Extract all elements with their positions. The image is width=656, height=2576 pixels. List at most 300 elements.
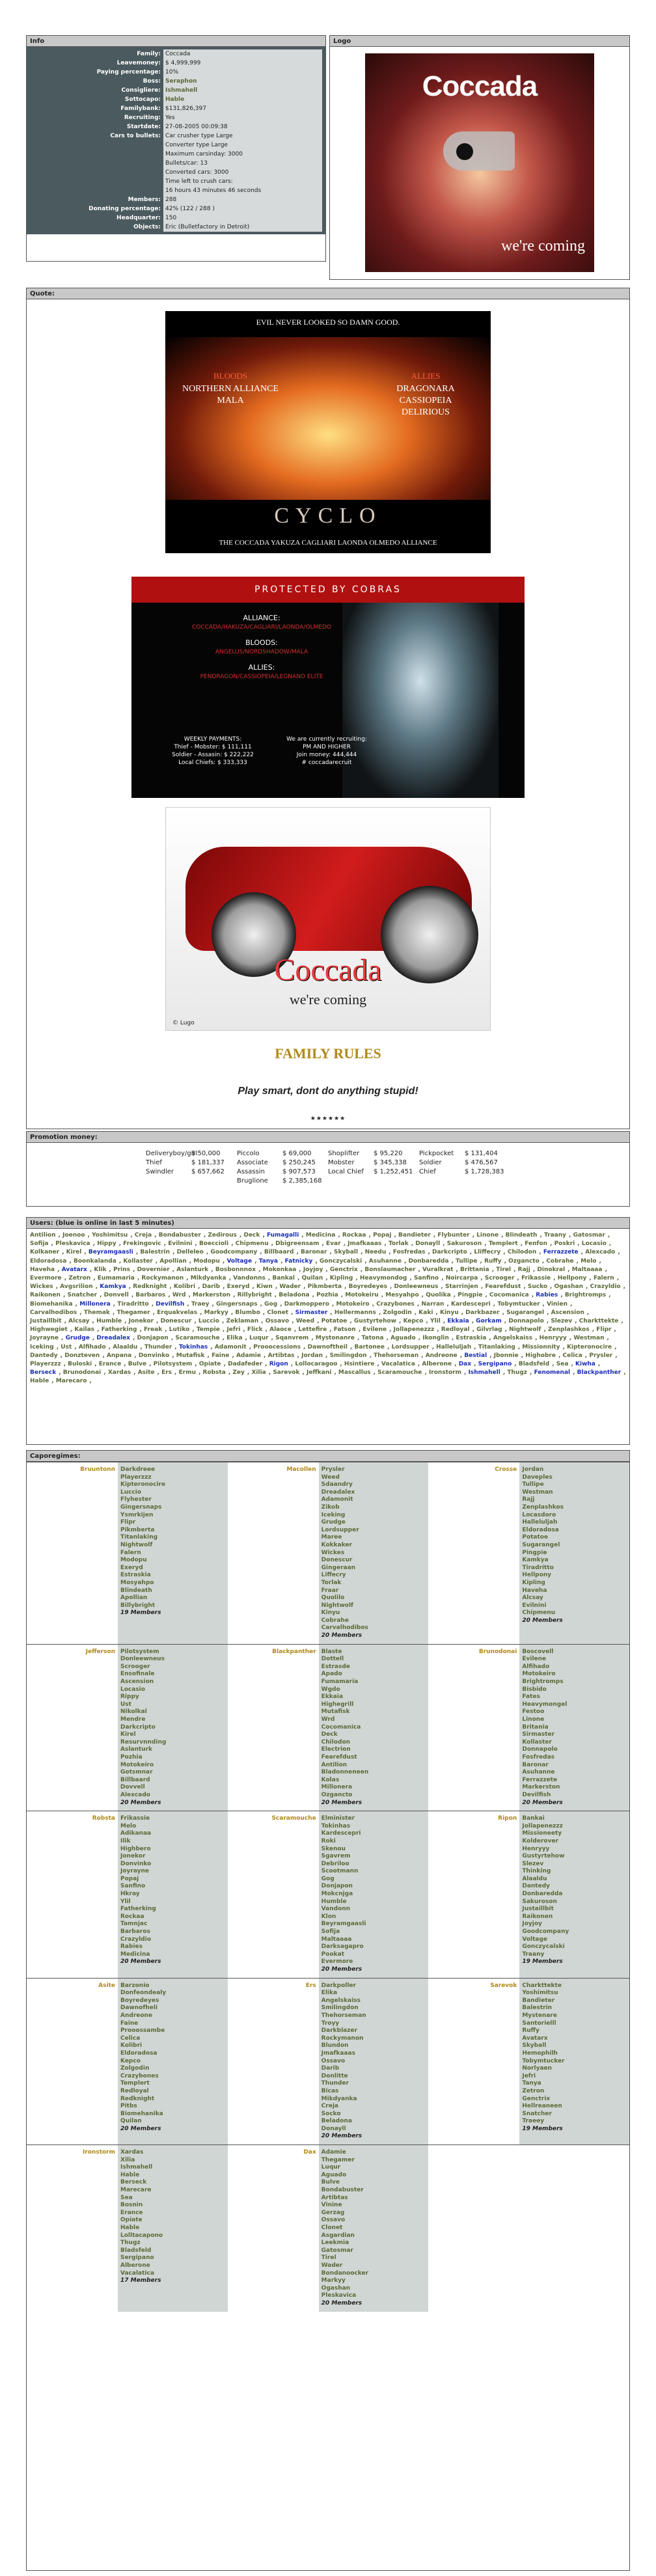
member-link[interactable]: Fumamaria bbox=[321, 1679, 359, 1686]
member-link[interactable]: Darkdreee bbox=[120, 1466, 156, 1473]
member-link[interactable]: Beyramgaasli bbox=[321, 1921, 366, 1928]
member-link[interactable]: Prooossambe bbox=[120, 2027, 165, 2035]
member-link[interactable]: Darib bbox=[321, 2065, 340, 2072]
member-link[interactable]: Mystenare bbox=[522, 2012, 557, 2019]
member-link[interactable]: Luccio bbox=[120, 1488, 142, 1496]
member-link[interactable]: Titanlaking bbox=[120, 1534, 158, 1541]
user-link[interactable]: Marecaro bbox=[55, 1378, 87, 1385]
member-link[interactable]: Billbaard bbox=[120, 1776, 150, 1783]
member-link[interactable]: Estraskia bbox=[120, 1572, 151, 1579]
user-link[interactable]: Markerston bbox=[193, 1292, 231, 1299]
user-link[interactable]: Darkmoppero bbox=[284, 1300, 329, 1308]
member-link[interactable]: Gotsmnar bbox=[120, 1769, 153, 1776]
user-link[interactable]: Themak bbox=[83, 1309, 110, 1316]
user-link[interactable]: Alexcado bbox=[585, 1249, 616, 1256]
user-link[interactable]: Scaramouche bbox=[175, 1335, 220, 1342]
user-link[interactable]: Evilnini bbox=[168, 1240, 193, 1248]
user-link[interactable]: Erquakvelas bbox=[157, 1309, 198, 1316]
member-link[interactable]: Halleluljah bbox=[522, 1519, 558, 1526]
member-link[interactable]: Alfihado bbox=[522, 1663, 550, 1670]
user-link[interactable]: Dovernier bbox=[137, 1266, 170, 1273]
user-link[interactable]: Kipteronocire bbox=[567, 1343, 612, 1350]
member-link[interactable]: Bladsfeld bbox=[120, 2247, 152, 2254]
member-link[interactable]: Wickes bbox=[321, 1549, 345, 1556]
user-link[interactable]: Delleleo bbox=[176, 1249, 204, 1256]
member-link[interactable]: Donvinko bbox=[120, 1860, 152, 1867]
user-link[interactable]: Zenplashkos bbox=[548, 1326, 590, 1334]
user-link[interactable]: Mesyahpo bbox=[385, 1292, 419, 1299]
member-link[interactable]: Zetron bbox=[522, 2087, 545, 2094]
member-link[interactable]: Tobymtucker bbox=[522, 2057, 565, 2064]
member-link[interactable]: Tamnjac bbox=[120, 1921, 148, 1928]
user-link[interactable]: Chipmenu bbox=[235, 1240, 269, 1248]
user-link[interactable]: Donvell bbox=[103, 1292, 129, 1299]
user-link[interactable]: Ironstorm bbox=[428, 1369, 461, 1377]
user-link[interactable]: Aguado bbox=[390, 1335, 416, 1342]
user-link[interactable]: Donleewneus bbox=[394, 1283, 439, 1291]
user-link[interactable]: Berseck bbox=[30, 1369, 57, 1377]
member-link[interactable]: Bandieter bbox=[522, 1997, 555, 2004]
user-link[interactable]: Tullipe bbox=[456, 1257, 478, 1265]
user-link[interactable]: Angelskaiss bbox=[493, 1335, 533, 1342]
member-link[interactable]: Rockymanon bbox=[321, 2035, 364, 2042]
user-link[interactable]: Raikonen bbox=[30, 1292, 61, 1299]
member-link[interactable]: Blundon bbox=[321, 2042, 349, 2049]
member-link[interactable]: Donleewneus bbox=[120, 1656, 165, 1663]
member-link[interactable]: Dottell bbox=[321, 1656, 344, 1663]
member-link[interactable]: Ruffy bbox=[522, 2027, 540, 2035]
user-link[interactable]: Klik bbox=[94, 1266, 107, 1273]
member-link[interactable]: Ogashan bbox=[321, 2284, 351, 2292]
member-link[interactable]: Heavymongel bbox=[522, 1701, 567, 1708]
member-link[interactable]: Faine bbox=[120, 2020, 139, 2027]
member-link[interactable]: Vinine bbox=[321, 2202, 342, 2209]
user-link[interactable]: Donvinko bbox=[138, 1352, 170, 1359]
user-link[interactable]: Highobre bbox=[525, 1352, 556, 1359]
member-link[interactable]: Boscovell bbox=[522, 1648, 554, 1655]
member-link[interactable]: Bondanoocker bbox=[321, 2269, 369, 2277]
member-link[interactable]: Fraar bbox=[321, 1587, 339, 1594]
user-link[interactable]: Zeklaman bbox=[226, 1318, 259, 1325]
member-link[interactable]: Resurvnnding bbox=[120, 1738, 167, 1746]
user-link[interactable]: Apollian bbox=[159, 1257, 187, 1265]
user-link[interactable]: Quolika bbox=[426, 1292, 451, 1299]
user-link[interactable]: Ferrazzete bbox=[543, 1249, 579, 1256]
user-link[interactable]: Narran bbox=[421, 1300, 444, 1308]
member-link[interactable]: Cobrahe bbox=[321, 1617, 349, 1624]
user-link[interactable]: Torlak bbox=[388, 1240, 409, 1248]
member-link[interactable]: Klon bbox=[321, 1913, 336, 1920]
member-link[interactable]: Jollapenezzz bbox=[522, 1822, 563, 1829]
user-link[interactable]: Grudge bbox=[65, 1335, 90, 1342]
member-link[interactable]: Deck bbox=[321, 1731, 338, 1738]
member-link[interactable]: Liffecry bbox=[321, 1572, 346, 1579]
member-link[interactable]: Hkray bbox=[120, 1891, 140, 1898]
user-link[interactable]: Dadafeder bbox=[228, 1361, 263, 1368]
user-link[interactable]: Baronar bbox=[301, 1249, 327, 1256]
member-link[interactable]: Marecare bbox=[120, 2187, 152, 2194]
user-link[interactable]: Alberone bbox=[422, 1361, 452, 1368]
user-link[interactable]: Starrinjen bbox=[445, 1283, 478, 1291]
member-link[interactable]: Boyredeyes bbox=[120, 1997, 159, 2004]
user-link[interactable]: Erance bbox=[98, 1361, 122, 1368]
member-link[interactable]: Zolgodin bbox=[120, 2065, 150, 2072]
member-link[interactable]: Dovvell bbox=[120, 1784, 145, 1791]
user-link[interactable]: Traey bbox=[191, 1300, 210, 1308]
user-link[interactable]: Fumagalli bbox=[266, 1232, 299, 1239]
user-link[interactable]: Lutiko bbox=[169, 1326, 190, 1334]
member-link[interactable]: Henryyy bbox=[522, 1845, 550, 1852]
user-link[interactable]: Justaillbit bbox=[30, 1318, 62, 1325]
user-link[interactable]: Faine bbox=[212, 1352, 230, 1359]
user-link[interactable]: Gog bbox=[264, 1300, 278, 1308]
member-link[interactable]: Fosfredas bbox=[522, 1753, 554, 1761]
member-link[interactable]: Vacalatica bbox=[120, 2269, 154, 2277]
user-link[interactable]: Needu bbox=[364, 1249, 387, 1256]
user-link[interactable]: Beladona bbox=[279, 1292, 310, 1299]
member-link[interactable]: Popaj bbox=[120, 1875, 139, 1882]
member-link[interactable]: Ferrazzete bbox=[522, 1776, 558, 1783]
user-link[interactable]: Robsta bbox=[202, 1369, 226, 1377]
member-link[interactable]: Gerzag bbox=[321, 2209, 345, 2216]
member-link[interactable]: Eldoradosa bbox=[522, 1526, 559, 1533]
user-link[interactable]: Deck bbox=[243, 1232, 260, 1239]
user-link[interactable]: Blumbo bbox=[235, 1309, 260, 1316]
member-link[interactable]: Barbaros bbox=[120, 1928, 150, 1936]
user-link[interactable]: Thunder bbox=[144, 1343, 172, 1350]
member-link[interactable]: Aguado bbox=[321, 2171, 347, 2178]
user-link[interactable]: Evermore bbox=[30, 1275, 62, 1282]
member-link[interactable]: Ylil bbox=[120, 1898, 131, 1905]
user-link[interactable]: Sucko bbox=[527, 1283, 548, 1291]
user-link[interactable]: Gonczycalski bbox=[319, 1257, 362, 1265]
member-link[interactable]: Tirel bbox=[321, 2254, 336, 2262]
user-link[interactable]: Potatoe bbox=[321, 1318, 348, 1325]
member-link[interactable]: Sea bbox=[120, 2194, 133, 2201]
member-link[interactable]: Kokkaker bbox=[321, 1541, 353, 1548]
member-link[interactable]: Dantedy bbox=[522, 1883, 551, 1890]
user-link[interactable]: Humble bbox=[96, 1318, 122, 1325]
member-link[interactable]: Bondabuster bbox=[321, 2187, 364, 2194]
user-link[interactable]: Gorkam bbox=[476, 1318, 502, 1325]
user-link[interactable]: Mutafisk bbox=[176, 1352, 205, 1359]
capo-boss[interactable]: Robsta bbox=[92, 1815, 115, 1822]
member-link[interactable]: Thinking bbox=[522, 1868, 551, 1875]
user-link[interactable]: Wader bbox=[279, 1283, 301, 1291]
user-link[interactable]: Anpana bbox=[106, 1352, 132, 1359]
user-link[interactable]: Creja bbox=[134, 1232, 152, 1239]
member-link[interactable]: Fearefdust bbox=[321, 1753, 357, 1761]
member-link[interactable]: Justaillbit bbox=[522, 1906, 554, 1913]
user-link[interactable]: Tiradritto bbox=[117, 1300, 149, 1308]
member-link[interactable]: Rockaa bbox=[120, 1913, 144, 1920]
user-link[interactable]: Fearefdust bbox=[485, 1283, 521, 1291]
member-link[interactable]: Missioneety bbox=[522, 1830, 562, 1837]
capo-boss[interactable]: Macollen bbox=[286, 1466, 316, 1473]
member-link[interactable]: Tullipe bbox=[522, 1481, 544, 1488]
user-link[interactable]: Billbaard bbox=[264, 1249, 294, 1256]
user-link[interactable]: Dantedy bbox=[30, 1352, 58, 1359]
user-link[interactable]: Scrooger bbox=[484, 1275, 515, 1282]
info-value[interactable]: Ishmahell bbox=[163, 86, 322, 95]
member-link[interactable]: Linone bbox=[522, 1716, 545, 1723]
user-link[interactable]: Sirmaster bbox=[295, 1309, 328, 1316]
member-link[interactable]: Cocomanica bbox=[321, 1723, 361, 1731]
user-link[interactable]: Eumamaria bbox=[97, 1275, 135, 1282]
member-link[interactable]: Bicas bbox=[321, 2087, 339, 2094]
member-link[interactable]: Genctrix bbox=[522, 2095, 551, 2102]
user-link[interactable]: Medicina bbox=[305, 1232, 336, 1239]
user-link[interactable]: Boeccioli bbox=[198, 1240, 229, 1248]
member-link[interactable]: Rajj bbox=[522, 1496, 535, 1503]
user-link[interactable]: Jbonnie bbox=[493, 1352, 519, 1359]
capo-boss[interactable]: Blackpanther bbox=[272, 1648, 316, 1655]
user-link[interactable]: Beyramgaasli bbox=[88, 1249, 133, 1256]
user-link[interactable]: Donbaredda bbox=[408, 1257, 449, 1265]
user-link[interactable]: Bondabuster bbox=[158, 1232, 201, 1239]
member-link[interactable]: Devilfish bbox=[522, 1791, 551, 1798]
user-link[interactable]: Fenomenal bbox=[534, 1369, 571, 1377]
user-link[interactable]: Templert bbox=[488, 1240, 518, 1248]
user-link[interactable]: Chilodon bbox=[507, 1249, 537, 1256]
member-link[interactable]: Adikanaa bbox=[120, 1830, 152, 1837]
member-link[interactable]: Berseck bbox=[120, 2179, 147, 2186]
user-link[interactable]: Kamkya bbox=[100, 1283, 126, 1291]
member-link[interactable]: Fates bbox=[522, 1693, 540, 1701]
member-link[interactable]: Apollian bbox=[120, 1595, 148, 1602]
user-link[interactable]: Mystonanre bbox=[315, 1335, 355, 1342]
member-link[interactable]: Pozhia bbox=[120, 1753, 143, 1761]
info-value[interactable]: Seraphon bbox=[163, 77, 322, 86]
member-link[interactable]: Xardas bbox=[120, 2149, 144, 2156]
user-link[interactable]: Modopu bbox=[193, 1257, 220, 1265]
user-link[interactable]: Sergipano bbox=[478, 1361, 512, 1368]
member-link[interactable]: Vandonn bbox=[321, 1906, 351, 1913]
user-link[interactable]: Noircarpa bbox=[445, 1275, 478, 1282]
user-link[interactable]: Kepco bbox=[403, 1318, 424, 1325]
member-link[interactable]: Barzonio bbox=[120, 1982, 150, 1989]
member-link[interactable]: Redknight bbox=[120, 2095, 155, 2102]
user-link[interactable]: Fatnicky bbox=[284, 1257, 313, 1265]
user-link[interactable]: Brightromps bbox=[564, 1292, 607, 1299]
member-link[interactable]: Ossavo bbox=[321, 2057, 346, 2064]
member-link[interactable]: Gonczycalski bbox=[522, 1943, 565, 1951]
user-link[interactable]: Alcsay bbox=[68, 1318, 90, 1325]
user-link[interactable]: Sugarangel bbox=[506, 1309, 545, 1316]
user-link[interactable]: Tirel bbox=[496, 1266, 512, 1273]
member-link[interactable]: Crazyldio bbox=[120, 1936, 152, 1943]
member-link[interactable]: Donfeondealy bbox=[120, 1990, 167, 1997]
member-link[interactable]: Sugarangel bbox=[522, 1541, 560, 1548]
info-value[interactable]: Hable bbox=[163, 95, 322, 104]
member-link[interactable]: Markerston bbox=[522, 1784, 560, 1791]
user-link[interactable]: Fatherking bbox=[101, 1326, 137, 1334]
member-link[interactable]: Weed bbox=[321, 1473, 340, 1481]
user-link[interactable]: Kirel bbox=[66, 1249, 82, 1256]
member-link[interactable]: Roki bbox=[321, 1837, 336, 1844]
user-link[interactable]: Biomehanika bbox=[30, 1300, 73, 1308]
member-link[interactable]: Norlyaen bbox=[522, 2065, 553, 2072]
user-link[interactable]: Lliffecry bbox=[474, 1249, 501, 1256]
user-link[interactable]: Dreadalex bbox=[96, 1335, 130, 1342]
user-link[interactable]: Ozgancto bbox=[508, 1257, 540, 1265]
user-link[interactable]: Dbigreensam bbox=[275, 1240, 320, 1248]
member-link[interactable]: Yoshimitsu bbox=[522, 1990, 558, 1997]
member-link[interactable]: Thehorseman bbox=[321, 2012, 366, 2019]
user-link[interactable]: Fenfon bbox=[525, 1240, 548, 1248]
user-link[interactable]: Thehorseman bbox=[374, 1352, 419, 1359]
member-link[interactable]: Kinyu bbox=[321, 1610, 340, 1617]
user-link[interactable]: Kolkaner bbox=[30, 1249, 60, 1256]
member-link[interactable]: Crazybones bbox=[120, 2072, 159, 2079]
member-link[interactable]: Evermore bbox=[321, 1958, 353, 1966]
member-link[interactable]: Darksagapro bbox=[321, 1943, 364, 1951]
member-link[interactable]: Fatherking bbox=[120, 1906, 156, 1913]
user-link[interactable]: Donjapon bbox=[137, 1335, 169, 1342]
member-link[interactable]: Ysmrkijen bbox=[120, 1511, 154, 1518]
user-link[interactable]: Hable bbox=[30, 1378, 49, 1385]
user-link[interactable]: Avgsrilion bbox=[60, 1283, 93, 1291]
member-link[interactable]: Millonera bbox=[321, 1784, 353, 1791]
member-link[interactable]: Goodcompany bbox=[522, 1928, 569, 1936]
member-link[interactable]: Artibtas bbox=[321, 2194, 348, 2201]
member-link[interactable]: Gingeraan bbox=[321, 1564, 356, 1571]
capo-boss[interactable]: Bruuntonn bbox=[80, 1466, 115, 1473]
user-link[interactable]: Ogashan bbox=[554, 1283, 584, 1291]
member-link[interactable]: Biomehanika bbox=[120, 2110, 163, 2117]
member-link[interactable]: Lolltacapono bbox=[120, 2232, 163, 2239]
user-link[interactable]: Rabies bbox=[536, 1292, 558, 1299]
member-link[interactable]: Chilodon bbox=[321, 1738, 351, 1746]
member-link[interactable]: Locasdoro bbox=[522, 1511, 556, 1518]
member-link[interactable]: Baronar bbox=[522, 1761, 549, 1768]
user-link[interactable]: Pleskavica bbox=[55, 1240, 90, 1248]
user-link[interactable]: Prins bbox=[113, 1266, 130, 1273]
member-link[interactable]: Electrion bbox=[321, 1746, 351, 1753]
member-link[interactable]: Festoo bbox=[522, 1708, 545, 1716]
user-link[interactable]: Vinien bbox=[547, 1300, 567, 1308]
member-link[interactable]: Traany bbox=[522, 1951, 545, 1958]
user-link[interactable]: Jmafkaaas bbox=[348, 1240, 382, 1248]
user-link[interactable]: Snatcher bbox=[67, 1292, 98, 1299]
user-link[interactable]: Linone bbox=[476, 1232, 499, 1239]
member-link[interactable]: Donayll bbox=[321, 2125, 346, 2132]
user-link[interactable]: Gatosmar bbox=[573, 1232, 605, 1239]
user-link[interactable]: Jordan bbox=[301, 1352, 323, 1359]
member-link[interactable]: Highegrill bbox=[321, 1701, 354, 1708]
member-link[interactable]: Pilotsystem bbox=[120, 1648, 159, 1655]
member-link[interactable]: Torlak bbox=[321, 1579, 342, 1586]
member-link[interactable]: Sofija bbox=[321, 1928, 340, 1936]
member-link[interactable]: Jordan bbox=[522, 1466, 544, 1473]
member-link[interactable]: Evilnini bbox=[522, 1602, 547, 1609]
member-link[interactable]: Brightromps bbox=[522, 1679, 564, 1686]
user-link[interactable]: Motokeiru bbox=[345, 1292, 379, 1299]
member-link[interactable]: Darkpoller bbox=[321, 1982, 356, 1989]
member-link[interactable]: Kepco bbox=[120, 2057, 141, 2064]
user-link[interactable]: Mascallus bbox=[338, 1369, 371, 1377]
user-link[interactable]: Carvalhodibos bbox=[30, 1309, 77, 1316]
member-link[interactable]: Redloyal bbox=[120, 2087, 149, 2094]
member-link[interactable]: Jefri bbox=[522, 2072, 536, 2079]
member-link[interactable]: Opiate bbox=[120, 2217, 143, 2224]
user-link[interactable]: Pingpie bbox=[458, 1292, 483, 1299]
user-link[interactable]: Hsintiere bbox=[344, 1361, 375, 1368]
user-link[interactable]: Flipr bbox=[596, 1326, 612, 1334]
user-link[interactable]: Barbaros bbox=[135, 1292, 166, 1299]
user-link[interactable]: Antilion bbox=[30, 1232, 56, 1239]
user-link[interactable]: Luccio bbox=[198, 1318, 219, 1325]
user-link[interactable]: Zolgodin bbox=[383, 1309, 412, 1316]
member-link[interactable]: Thugz bbox=[120, 2240, 141, 2247]
capo-boss[interactable]: Ers bbox=[305, 1982, 316, 1989]
member-link[interactable]: Humble bbox=[321, 1898, 347, 1905]
user-link[interactable]: Devilfish bbox=[156, 1300, 185, 1308]
user-link[interactable]: Kaki bbox=[418, 1309, 433, 1316]
member-link[interactable]: Lordsupper bbox=[321, 1526, 359, 1533]
user-link[interactable]: Bartonee bbox=[354, 1343, 385, 1350]
member-link[interactable]: Rippy bbox=[120, 1693, 139, 1701]
user-link[interactable]: Prooocessions bbox=[253, 1343, 301, 1350]
user-link[interactable]: Pikmberta bbox=[307, 1283, 342, 1291]
member-link[interactable]: Gog bbox=[321, 1875, 335, 1882]
member-link[interactable]: Frikassie bbox=[120, 1815, 150, 1822]
user-link[interactable]: Kiwha bbox=[575, 1361, 595, 1368]
capo-boss[interactable]: Ripon bbox=[498, 1815, 517, 1822]
user-link[interactable]: Falern bbox=[593, 1275, 614, 1282]
user-link[interactable]: Markyy bbox=[204, 1309, 228, 1316]
member-link[interactable]: Hellpony bbox=[522, 1572, 552, 1579]
member-link[interactable]: Donlitte bbox=[321, 2072, 348, 2079]
user-link[interactable]: Joyjoy bbox=[303, 1266, 323, 1273]
member-link[interactable]: Joyrayne bbox=[120, 1868, 150, 1875]
member-link[interactable]: Mutafisk bbox=[321, 1708, 350, 1716]
member-link[interactable]: Bosnin bbox=[120, 2202, 143, 2209]
user-link[interactable]: Redknight bbox=[133, 1283, 167, 1291]
member-link[interactable]: Hable bbox=[120, 2225, 140, 2231]
member-link[interactable]: Donbaredda bbox=[522, 1891, 563, 1898]
user-link[interactable]: Poskri bbox=[554, 1240, 575, 1248]
member-link[interactable]: Medicina bbox=[120, 1951, 150, 1958]
member-link[interactable]: Kolibri bbox=[120, 2042, 143, 2049]
user-link[interactable]: Charkttekte bbox=[579, 1318, 619, 1325]
user-link[interactable]: Cobrahe bbox=[546, 1257, 574, 1265]
member-link[interactable]: Sdaandry bbox=[321, 1481, 353, 1488]
member-link[interactable]: Thunder bbox=[321, 2080, 349, 2087]
user-link[interactable]: Mokonkaa bbox=[262, 1266, 297, 1273]
user-link[interactable]: Vuralkrat bbox=[422, 1266, 454, 1273]
member-link[interactable]: Nikolkal bbox=[120, 1708, 147, 1716]
member-link[interactable]: Estrasde bbox=[321, 1663, 350, 1670]
member-link[interactable]: Kardescepri bbox=[321, 1830, 361, 1837]
user-link[interactable]: Frekingovic bbox=[123, 1240, 161, 1248]
member-link[interactable]: Adamonit bbox=[321, 1496, 353, 1503]
user-link[interactable]: Yoshimitsu bbox=[92, 1232, 128, 1239]
member-link[interactable]: Charkttekte bbox=[522, 1982, 562, 1989]
member-link[interactable]: Blindeath bbox=[120, 1587, 152, 1594]
member-link[interactable]: Troyy bbox=[321, 2020, 340, 2027]
user-link[interactable]: Hellermanns bbox=[334, 1309, 376, 1316]
user-link[interactable]: Lettefire bbox=[298, 1326, 327, 1334]
user-link[interactable]: Ishmahell bbox=[468, 1369, 500, 1377]
member-link[interactable]: Ascension bbox=[120, 1679, 154, 1686]
user-link[interactable]: Adamonit bbox=[214, 1343, 247, 1350]
member-link[interactable]: Iceking bbox=[321, 1511, 346, 1518]
user-link[interactable]: Ruffy bbox=[484, 1257, 502, 1265]
user-link[interactable]: Jefri bbox=[226, 1326, 241, 1334]
member-link[interactable]: Billybright bbox=[120, 1602, 156, 1609]
member-link[interactable]: Hable bbox=[120, 2171, 140, 2178]
